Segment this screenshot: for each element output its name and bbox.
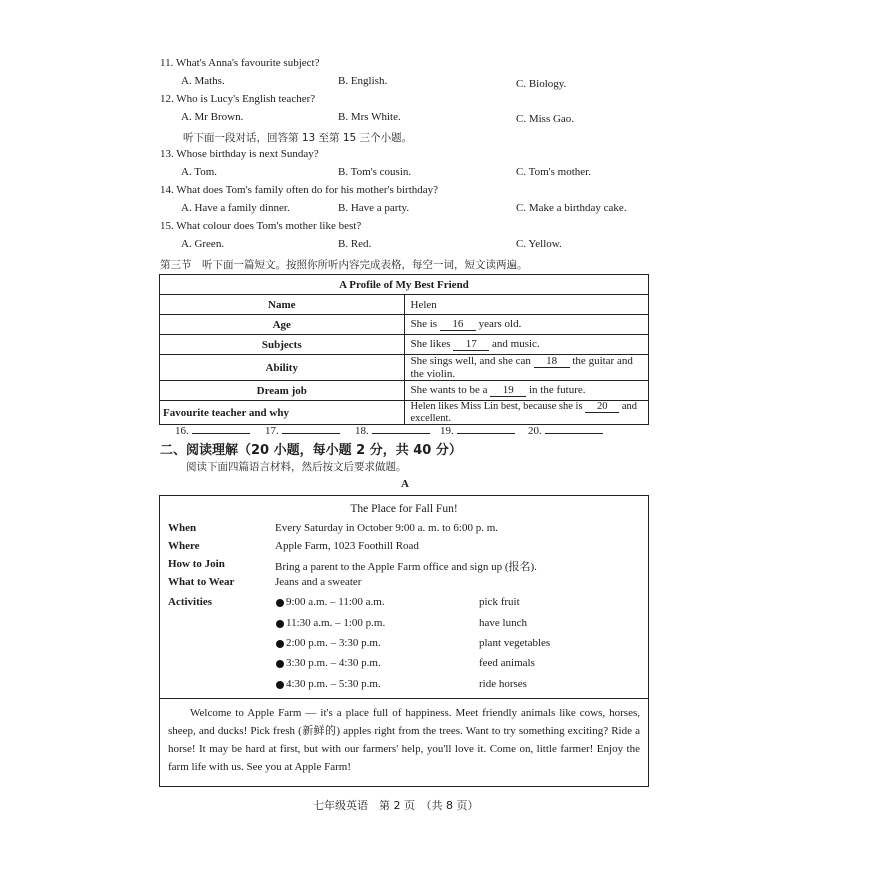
- answer-line[interactable]: [282, 423, 340, 434]
- question-15: [160, 220, 680, 256]
- blank-20[interactable]: 20: [585, 401, 619, 413]
- option-a: A. Tom.: [181, 166, 218, 178]
- bullet-icon: [276, 599, 284, 607]
- row-value: [404, 335, 649, 355]
- activity-time: 9:00 a.m. – 11:00 a.m.: [286, 596, 385, 608]
- option-c: C. Tom's mother.: [516, 166, 591, 178]
- info-value: Apple Farm, 1023 Foothill Road: [275, 540, 419, 552]
- activity-item: [275, 617, 645, 633]
- value-text: Helen likes Miss Lin best, because she is: [410, 401, 583, 412]
- value-text: Helen: [410, 298, 437, 311]
- row-value: [404, 315, 649, 335]
- info-value: Bring a parent to the Apple Farm office and sign up (报名).: [275, 561, 537, 573]
- value-text: years old.: [478, 318, 522, 330]
- box-divider: [160, 698, 648, 699]
- activity-name: have lunch: [479, 617, 527, 629]
- info-label: What to Wear: [168, 576, 235, 588]
- row-value: [404, 381, 649, 401]
- option-c: C. Make a birthday cake.: [516, 202, 627, 214]
- option-a: A. Maths.: [181, 75, 225, 87]
- table-row: [160, 315, 649, 335]
- option-a: A. Mr Brown.: [181, 111, 244, 123]
- value-text: the guitar and the violin.: [410, 355, 633, 380]
- answer-number: 16.: [175, 425, 189, 437]
- passage-a-box: [159, 495, 649, 787]
- reading-heading: 二、阅读理解（20 小题，每小题 2 分，共 40 分）: [160, 443, 462, 458]
- answer-number: 18.: [355, 425, 369, 437]
- answer-17[interactable]: [265, 423, 340, 437]
- question-13: [160, 148, 680, 184]
- reading-instruction: 阅读下面四篇语言材料，然后按文后要求做题。: [186, 461, 407, 473]
- section-3-instruction: 第三节 听下面一篇短文。按照你所听内容完成表格，每空一词，短文读两遍。: [160, 259, 528, 271]
- blank-16[interactable]: 16: [440, 318, 476, 331]
- answer-19[interactable]: [440, 423, 515, 437]
- blank-18[interactable]: 18: [534, 355, 570, 368]
- activity-name: ride horses: [479, 678, 527, 690]
- answer-18[interactable]: [355, 423, 430, 437]
- table-row: [160, 381, 649, 401]
- question-stem: 12. Who is Lucy's English teacher?: [160, 93, 316, 105]
- option-c: C. Yellow.: [516, 238, 562, 250]
- blank-19[interactable]: 19: [490, 384, 526, 397]
- activity-item: [275, 637, 645, 653]
- value-text: and excellent.: [410, 401, 637, 424]
- question-stem: 13. Whose birthday is next Sunday?: [160, 148, 319, 160]
- table-row: [160, 335, 649, 355]
- value-text: She likes: [410, 338, 451, 350]
- option-c: C. Miss Gao.: [516, 113, 575, 125]
- question-11: [160, 57, 680, 93]
- activity-time: 3:30 p.m. – 4:30 p.m.: [286, 657, 381, 669]
- answer-number: 17.: [265, 425, 279, 437]
- activity-time: 4:30 p.m. – 5:30 p.m.: [286, 678, 381, 690]
- row-key: Ability: [160, 355, 405, 381]
- answer-line[interactable]: [192, 423, 250, 434]
- passage-paragraph: [168, 704, 640, 776]
- info-label: How to Join: [168, 558, 225, 570]
- instruction-q13-15: 听下面一段对话，回答第 13 至第 15 三个小题。: [183, 132, 413, 144]
- passage-title: The Place for Fall Fun!: [350, 503, 458, 515]
- table-row: [160, 401, 649, 425]
- answer-20[interactable]: [528, 423, 603, 437]
- question-stem: 15. What colour does Tom's mother like best?: [160, 220, 362, 232]
- profile-table: [159, 274, 649, 425]
- bullet-icon: [276, 681, 284, 689]
- page-footer: 七年级英语 第 2 页 （共 8 页）: [313, 799, 479, 812]
- activity-name: feed animals: [479, 657, 535, 669]
- row-key: Age: [160, 315, 405, 335]
- option-b: B. Mrs White.: [338, 111, 401, 123]
- value-text: She is: [410, 318, 438, 330]
- option-b: B. Red.: [338, 238, 372, 250]
- blank-17[interactable]: 17: [453, 338, 489, 351]
- option-b: B. Have a party.: [338, 202, 410, 214]
- activity-time: 11:30 a.m. – 1:00 p.m.: [286, 617, 386, 629]
- option-a: A. Green.: [181, 238, 225, 250]
- value-text: in the future.: [528, 384, 586, 396]
- question-14: [160, 184, 680, 220]
- value-text: She sings well, and she can: [410, 355, 531, 367]
- row-key: Dream job: [160, 381, 405, 401]
- activity-name: plant vegetables: [479, 637, 551, 649]
- bullet-icon: [276, 620, 284, 628]
- value-text: and music.: [492, 338, 540, 350]
- activity-item: [275, 596, 645, 612]
- answer-line[interactable]: [372, 423, 430, 434]
- row-key: Favourite teacher and why: [160, 401, 405, 425]
- answer-line[interactable]: [545, 423, 603, 434]
- answer-number: 19.: [440, 425, 454, 437]
- profile-title: A Profile of My Best Friend: [160, 275, 649, 295]
- activity-time: 2:00 p.m. – 3:30 p.m.: [286, 637, 381, 649]
- activity-name: pick fruit: [479, 596, 520, 608]
- row-key: Name: [160, 295, 405, 315]
- activity-item: [275, 678, 645, 694]
- option-c: C. Biology.: [516, 78, 567, 90]
- info-label: Where: [168, 540, 200, 552]
- info-value: Jeans and a sweater: [275, 576, 362, 588]
- activity-item: [275, 657, 645, 673]
- row-value: [404, 355, 649, 381]
- row-value: [404, 295, 649, 315]
- row-value: [404, 401, 649, 425]
- bullet-icon: [276, 640, 284, 648]
- question-12: [160, 93, 680, 129]
- value-text: She wants to be a: [410, 384, 488, 396]
- option-a: A. Have a family dinner.: [181, 202, 290, 214]
- answer-line[interactable]: [457, 423, 515, 434]
- option-b: B. English.: [338, 75, 388, 87]
- answer-number: 20.: [528, 425, 542, 437]
- bullet-icon: [276, 660, 284, 668]
- option-b: B. Tom's cousin.: [338, 166, 412, 178]
- info-value: Every Saturday in October 9:00 a. m. to 6:00 p. m.: [275, 522, 499, 534]
- info-label: When: [168, 522, 197, 534]
- paragraph-text: Welcome to Apple Farm — it's a place full of happiness. Meet friendly animals like cows, horses, sheep, and ducks! Pick fresh (新鲜的) apples right from the trees. Want to try something exciting? Ride a horse! It may be hard at first, but with our farmers' help, you'll love it. Come on, little farmer! Enjoy the farm life with us. See you at Apple Farm!: [168, 707, 640, 773]
- question-stem: 14. What does Tom's family often do for his mother's birthday?: [160, 184, 439, 196]
- table-row: [160, 355, 649, 381]
- activities-label: Activities: [168, 596, 212, 608]
- table-row: [160, 295, 649, 315]
- answer-16[interactable]: [175, 423, 250, 437]
- row-key: Subjects: [160, 335, 405, 355]
- question-stem: 11. What's Anna's favourite subject?: [160, 57, 320, 69]
- passage-letter: A: [401, 478, 409, 490]
